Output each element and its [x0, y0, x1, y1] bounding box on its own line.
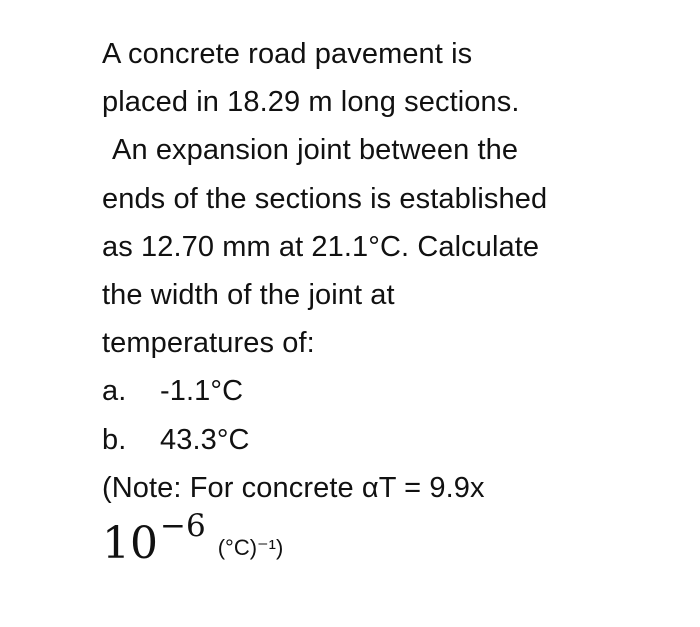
problem-line-2: placed in 18.29 m long sections. [102, 86, 520, 119]
problem-line-4: ends of the sections is established [102, 182, 548, 215]
problem-line-1: A concrete road pavement is [102, 38, 473, 70]
option-a-value: -1.1°C [160, 375, 244, 408]
math-base: 10 [102, 517, 158, 569]
problem-line-5: as 12.70 mm at 21.1°C. Calculate [102, 230, 540, 263]
option-b-value: 43.3°C [160, 423, 250, 456]
note-line: (Note: For concrete αT = 9.9x [102, 471, 485, 504]
math-expression [102, 507, 682, 588]
problem-line-6: the width of the joint at [102, 278, 395, 311]
math-exponent: −6 [160, 507, 206, 544]
option-b [102, 416, 682, 464]
problem-text [102, 30, 682, 588]
problem-line-3: An expansion joint between the [112, 134, 519, 167]
option-a [102, 367, 682, 415]
option-b-letter: b. [102, 423, 127, 456]
option-a-letter: a. [102, 375, 127, 408]
math-units: (°C)⁻¹) [217, 534, 284, 560]
problem-line-7: temperatures of: [102, 327, 315, 360]
